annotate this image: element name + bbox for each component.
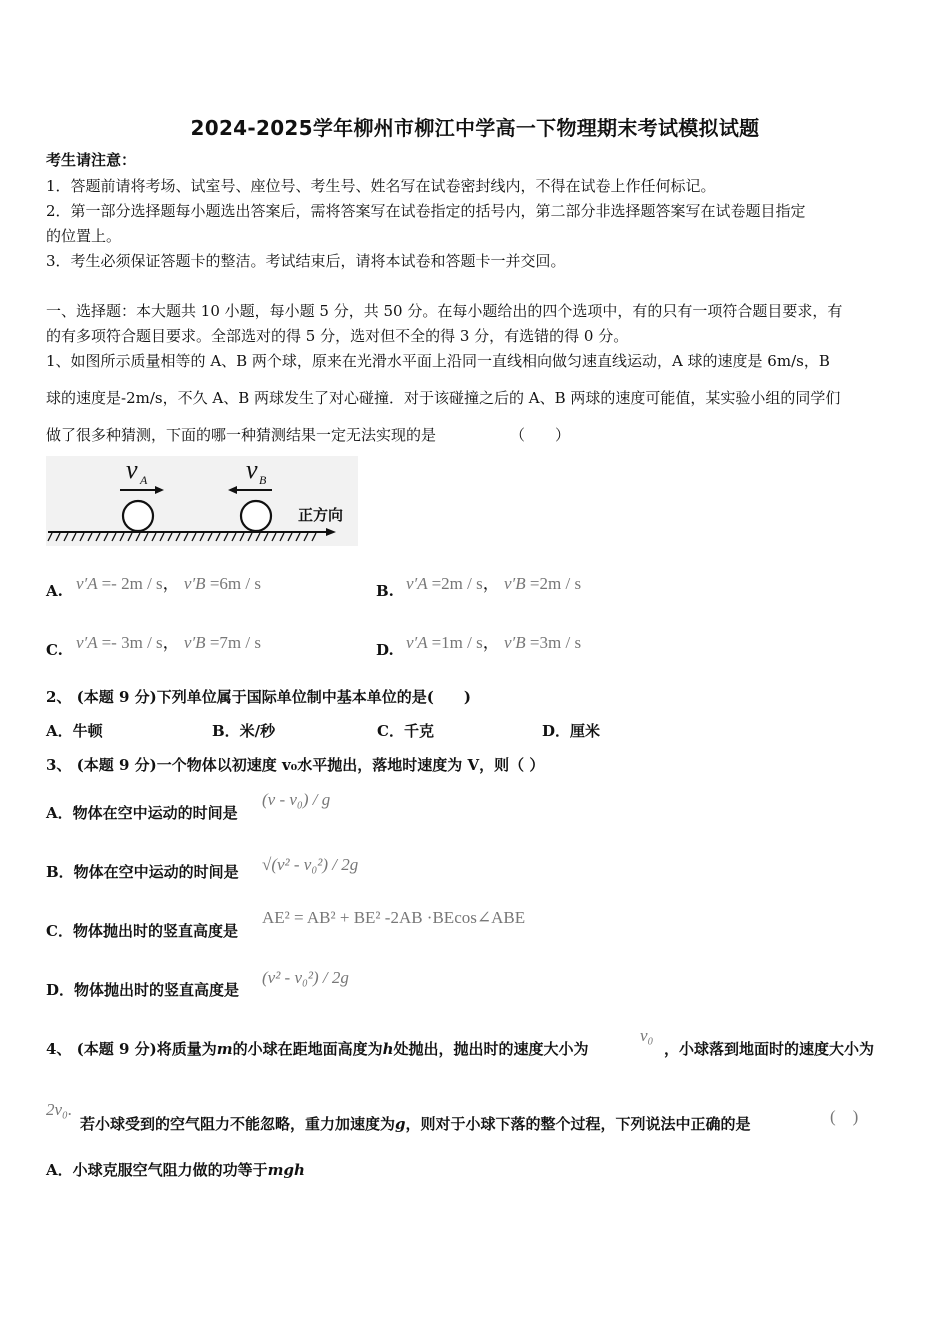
symbol: v′A	[76, 574, 98, 593]
question-3-stem: 3、 (本题 9 分)一个物体以初速度 v₀水平抛出，落地时速度为 V，则（ ）	[46, 756, 545, 774]
value: =3m / s	[529, 633, 582, 652]
q3-formula-b: √(v² - v₀²) / 2g	[262, 855, 359, 874]
value: =- 3m / s	[101, 633, 163, 652]
q3-formula-a: (v - v₀) / g	[262, 790, 331, 809]
answer-bracket: （ ）	[510, 426, 571, 444]
notice-item: 的位置上。	[46, 227, 122, 245]
page-title: 2024-2025学年柳州市柳江中学高一下物理期末考试模拟试题	[190, 116, 760, 140]
q4-option-a	[46, 1160, 305, 1180]
question-1-stem: 球的速度是-2m/s，不久 A、B 两球发生了对心碰撞．对于该碰撞之后的 A、B 两球的速度可能值，某实验小组的同学们	[46, 389, 841, 407]
option-letter: D.	[376, 641, 394, 659]
question-4-stem: ，小球落到地面时的速度大小为	[664, 1040, 875, 1058]
section-intro: 的有多项符合题目要求。全部选对的得 5 分，选对但不全的得 3 分，有选错的得 0 分。	[46, 327, 629, 345]
value: mgh	[267, 1161, 305, 1179]
notice-item: 2．第一部分选择题每小题选出答案后，需将答案写在试卷指定的括号内，第二部分非选择题答案写在试卷题目指定	[46, 202, 806, 220]
symbol: v′B	[183, 633, 206, 652]
section-intro: 一、选择题：本大题共 10 小题，每小题 5 分，共 50 分。在每小题给出的四个选项中，有的只有一项符合题目要求，有	[46, 302, 843, 320]
q3-option-d: D．物体抛出时的竖直高度是	[46, 981, 240, 999]
symbol: v′B	[504, 633, 526, 652]
notice-item: 1．答题前请将考场、试室号、座位号、考生号、姓名写在试卷密封线内，不得在试卷上作任何标记。	[46, 177, 716, 195]
answer-bracket: ( )	[830, 1107, 859, 1126]
text: 4、 (本题 9 分)将质量为	[46, 1040, 217, 1058]
option-a-formula: v′A =- 2m / s， v′B =6m / s	[76, 574, 261, 593]
option-letter: C.	[46, 641, 63, 659]
direction-label: 正方向	[298, 506, 344, 524]
value: =2m / s	[529, 574, 582, 593]
option-c-formula: v′A =- 3m / s， v′B =7m / s	[76, 633, 261, 652]
question-1-stem: 做了很多种猜测，下面的哪一种猜测结果一定无法实现的是	[46, 426, 437, 444]
q3-option-a: A．物体在空中运动的时间是	[46, 804, 238, 822]
option-d-formula: v′A =1m / s， v′B =3m / s	[406, 633, 582, 652]
formula-v0: v₀	[640, 1026, 654, 1045]
option-letter: B.	[376, 582, 394, 600]
notice-header: 考生请注意：	[46, 151, 137, 169]
ball-a	[123, 501, 153, 531]
velocity-a-sub: A	[140, 473, 148, 487]
q2-option: B．米/秒	[212, 722, 276, 740]
symbol: v′A	[406, 574, 428, 593]
value: =1m / s	[431, 633, 483, 652]
question-2-stem: 2、 (本题 9 分)下列单位属于国际单位制中基本单位的是( )	[46, 688, 471, 706]
q2-option: C．千克	[377, 722, 434, 740]
option-letter: A.	[46, 582, 63, 600]
var-g: g	[395, 1115, 406, 1133]
symbol: v′B	[183, 574, 206, 593]
var-m: m	[216, 1040, 233, 1058]
text: 处抛出，抛出时的速度大小为	[393, 1040, 589, 1058]
collision-diagram	[46, 456, 358, 546]
notice-item: 3．考生必须保证答题卡的整洁。考试结束后，请将本试卷和答题卡一并交回。	[46, 252, 566, 270]
q2-option: D．厘米	[542, 722, 601, 740]
q3-formula-d: (v² - v₀²) / 2g	[262, 968, 349, 987]
text: 的小球在距地面高度为	[232, 1040, 383, 1058]
symbol: v′A	[406, 633, 428, 652]
velocity-a-label: v	[126, 456, 138, 484]
value: =2m / s	[431, 574, 483, 593]
var-h: h	[382, 1040, 394, 1058]
symbol: v′A	[76, 633, 98, 652]
text: 若小球受到的空气阻力不能忽略，重力加速度为	[80, 1115, 396, 1133]
q2-option: A．牛顿	[46, 722, 103, 740]
q3-formula-c: AE² = AB² + BE² -2AB ·BEcos∠ABE	[262, 908, 526, 927]
q3-option-c: C．物体抛出时的竖直高度是	[46, 922, 238, 940]
formula-2v0: 2v₀.	[46, 1100, 73, 1119]
question-1-stem: 1、如图所示质量相等的 A、B 两个球，原来在光滑水平面上沿同一直线相向做匀速直线运动，A 球的速度是 6m/s，B	[46, 352, 830, 370]
question-4-stem	[46, 1039, 589, 1059]
question-4-stem	[80, 1114, 751, 1134]
text: A．小球克服空气阻力做的功等于	[46, 1161, 268, 1179]
ball-b	[241, 501, 271, 531]
text: ，则对于小球下落的整个过程，下列说法中正确的是	[405, 1115, 751, 1133]
option-b-formula: v′A =2m / s， v′B =2m / s	[406, 574, 582, 593]
value: =- 2m / s	[101, 574, 163, 593]
value: =7m / s	[209, 633, 261, 652]
velocity-b-sub: B	[259, 473, 267, 487]
q3-option-b: B．物体在空中运动的时间是	[46, 863, 239, 881]
velocity-b-label: v	[246, 456, 258, 484]
symbol: v′B	[504, 574, 526, 593]
value: =6m / s	[209, 574, 261, 593]
